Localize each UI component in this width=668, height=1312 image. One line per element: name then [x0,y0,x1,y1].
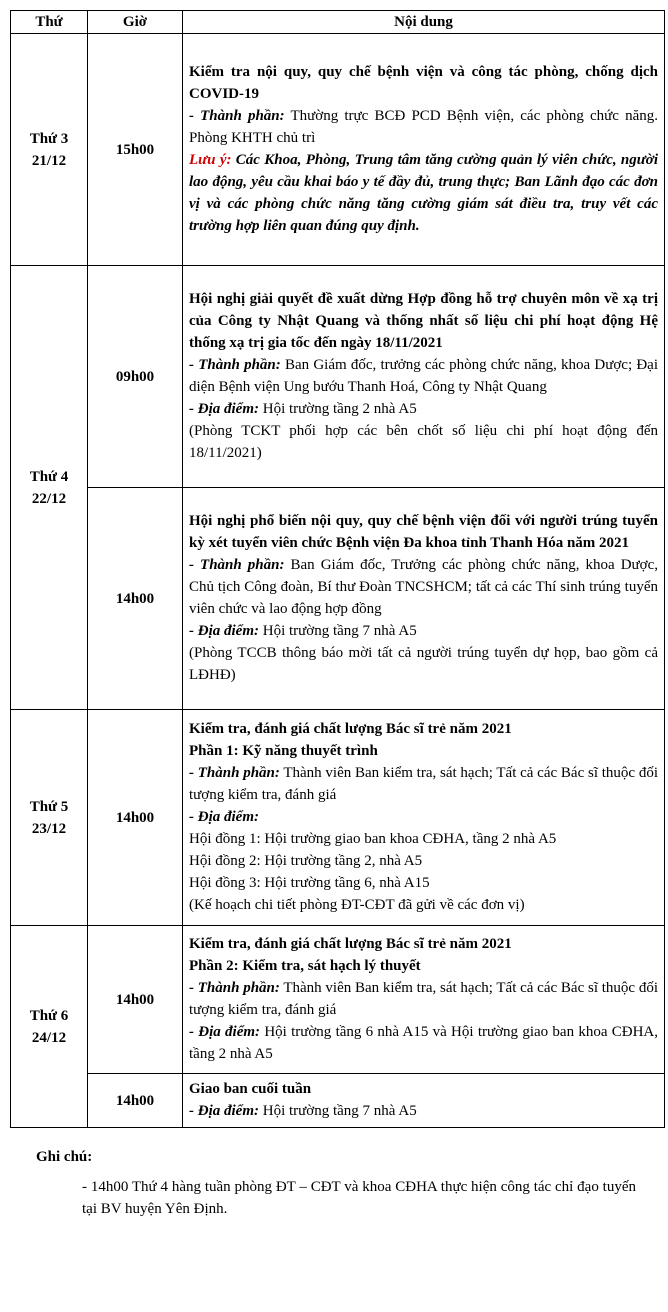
participants-line [189,762,658,806]
note-label: Lưu ý: [189,152,232,168]
time-cell: 09h00 [88,266,183,488]
participants-line [189,105,658,149]
location-line [189,1021,658,1065]
time-cell: 14h00 [88,926,183,1074]
content-cell [183,710,665,926]
participants-text: Thường trực BCĐ PCD Bệnh viện, các phòng chức năng. Phòng KHTH chủ trì [189,108,658,146]
participants-label: - Thành phần: [189,980,280,996]
day-cell [11,34,88,266]
extra-note: (Kế hoạch chi tiết phòng ĐT-CĐT đã gửi về các đơn vị) [189,897,525,913]
day-date: 24/12 [31,1029,67,1046]
content-cell [183,926,665,1074]
time-cell: 14h00 [88,1074,183,1128]
content-cell [183,266,665,488]
event-title: Kiểm tra nội quy, quy chế bệnh viện và công tác phòng, chống dịch COVID-19 [189,64,658,102]
note-line [189,149,658,237]
event-subtitle: Phần 1: Kỹ năng thuyết trình [189,743,378,759]
participants-text: Ban Giám đốc, Trưởng các phòng chức năng, khoa Dược, Chủ tịch Công đoàn, Bí thư Đoàn TNCSHCM; tất cả các Thí sinh trúng tuyển viên chức và lao động hợp đồng [189,557,658,617]
header-day: Thứ [11,11,88,34]
location-item: Hội đồng 2: Hội trường tầng 2, nhà A5 [189,853,423,869]
location-item: Hội đồng 3: Hội trường tầng 6, nhà A15 [189,875,430,891]
footer-notes [36,1146,636,1220]
location-line [189,1100,658,1122]
day-cell [11,926,88,1128]
header-row [11,11,665,34]
location-label: - Địa điểm: [189,1024,261,1040]
event-title: Kiểm tra, đánh giá chất lượng Bác sĩ trẻ năm 2021 [189,936,512,952]
event-title: Hội nghị giải quyết đề xuất dừng Hợp đồng hỗ trợ chuyên môn về xạ trị của Công ty Nhật Quang và thống nhất số liệu chi phí hoạt động Hệ thống xạ trị gia tốc đến ngày 18/11/2021 [189,291,658,351]
location-text: Hội trường tầng 6 nhà A15 và Hội trường giao ban khoa CĐHA, tầng 2 nhà A5 [189,1024,659,1062]
location-label: - Địa điểm: [189,1103,259,1119]
day-date: 21/12 [31,152,67,169]
table-row [11,710,665,926]
participants-line [189,554,658,620]
location-item: Hội đồng 1: Hội trường giao ban khoa CĐHA, tầng 2 nhà A5 [189,831,557,847]
schedule-table [10,10,665,1128]
participants-line [189,977,658,1021]
table-row [11,926,665,1074]
location-label: - Địa điểm: [189,401,259,417]
time-cell: 14h00 [88,488,183,710]
location-line [189,398,658,420]
location-text: Hội trường tầng 7 nhà A5 [262,623,417,639]
participants-line [189,354,658,398]
location-label: - Địa điểm: [189,809,259,825]
time-cell: 15h00 [88,34,183,266]
extra-note: (Phòng TCKT phối hợp các bên chốt số liệu chi phí hoạt động đến 18/11/2021) [189,423,658,461]
location-line [189,620,658,642]
note-text: Các Khoa, Phòng, Trung tâm tăng cường quản lý viên chức, người lao động, yêu cầu khai báo y tế đầy đủ, trung thực; Ban Lãnh đạo các đơn vị và các phòng chức năng tăng cường giám sát điều tra, truy vết các trường hợp liên quan đúng quy định. [189,152,658,234]
day-name: Thứ 3 [29,130,69,147]
participants-label: - Thành phần: [189,357,281,373]
content-cell [183,1074,665,1128]
participants-label: - Thành phần: [189,557,285,573]
event-title: Kiểm tra, đánh giá chất lượng Bác sĩ trẻ năm 2021 [189,721,512,737]
day-cell [11,710,88,926]
footer-label: Ghi chú: [36,1149,93,1165]
event-subtitle: Phần 2: Kiểm tra, sát hạch lý thuyết [189,958,421,974]
location-label: - Địa điểm: [189,623,259,639]
time-cell: 14h00 [88,710,183,926]
participants-text: Thành viên Ban kiểm tra, sát hạch; Tất cả các Bác sĩ thuộc đối tượng kiểm tra, đánh giá [189,765,658,803]
content-cell [183,488,665,710]
participants-label: - Thành phần: [189,108,285,124]
day-name: Thứ 4 [29,468,69,485]
day-cell [11,266,88,710]
participants-label: - Thành phần: [189,765,280,781]
location-text: Hội trường tầng 7 nhà A5 [262,1103,417,1119]
header-content: Nội dung [183,11,665,34]
table-row [11,266,665,488]
participants-text: Thành viên Ban kiểm tra, sát hạch; Tất cả các Bác sĩ thuộc đối tượng kiểm tra, đánh giá [189,980,658,1018]
footer-item: - 14h00 Thứ 4 hàng tuần phòng ĐT – CĐT và khoa CĐHA thực hiện công tác chỉ đạo tuyến tại BV huyện Yên Định. [82,1179,636,1217]
event-title: Hội nghị phổ biến nội quy, quy chế bệnh viện đối với người trúng tuyển kỳ xét tuyển viên chức Bệnh viện Đa khoa tỉnh Thanh Hóa năm 2021 [189,513,658,551]
content-cell [183,34,665,266]
table-row [11,488,665,710]
event-title: Giao ban cuối tuần [189,1081,312,1097]
day-date: 22/12 [31,490,67,507]
table-row [11,1074,665,1128]
location-text: Hội trường tầng 2 nhà A5 [262,401,417,417]
day-name: Thứ 5 [29,798,69,815]
day-name: Thứ 6 [29,1007,69,1024]
participants-text: Ban Giám đốc, trưởng các phòng chức năng, khoa Dược; Đại diện Bệnh viện Ung bướu Thanh Hoá, Công ty Nhật Quang [189,357,658,395]
extra-note: (Phòng TCCB thông báo mời tất cả người trúng tuyển dự họp, bao gồm cả LĐHĐ) [189,645,658,683]
table-row [11,34,665,266]
day-date: 23/12 [31,820,67,837]
header-time: Giờ [88,11,183,34]
